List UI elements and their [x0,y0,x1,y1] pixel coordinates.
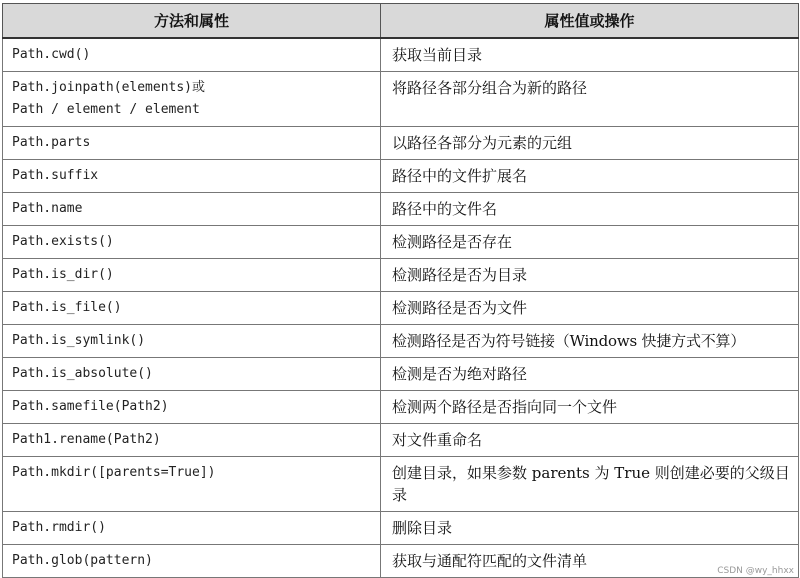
desc-cell: 路径中的文件扩展名 [381,160,799,193]
table-row [3,512,799,545]
desc-cell: 将路径各部分组合为新的路径 [381,72,799,127]
watermark: CSDN @wy_hhxx [717,566,794,576]
desc-cell: 以路径各部分为元素的元组 [381,127,799,160]
desc-cell: 检测路径是否存在 [381,226,799,259]
table-row [3,391,799,424]
desc-cell: 创建目录，如果参数 parents 为 True 则创建必要的父级目录 [381,457,799,512]
desc-cell: 检测路径是否为符号链接（Windows 快捷方式不算） [381,325,799,358]
table-row [3,457,799,512]
method-cell: Path.name [3,193,381,226]
table-row [3,38,799,72]
table-row [3,292,799,325]
method-cell: Path.is_symlink() [3,325,381,358]
header-row [3,4,799,39]
method-cell: Path.glob(pattern) [3,545,381,578]
desc-cell: 对文件重命名 [381,424,799,457]
table-row [3,72,799,127]
desc-cell: 删除目录 [381,512,799,545]
method-cell: Path.is_absolute() [3,358,381,391]
method-cell: Path.is_dir() [3,259,381,292]
method-cell: Path.rmdir() [3,512,381,545]
method-cell: Path1.rename(Path2) [3,424,381,457]
table-row [3,193,799,226]
desc-cell: 检测两个路径是否指向同一个文件 [381,391,799,424]
table-row [3,127,799,160]
desc-cell: 检测是否为绝对路径 [381,358,799,391]
method-cell: Path.cwd() [3,38,381,72]
path-methods-table [2,3,799,578]
method-cell: Path.samefile(Path2) [3,391,381,424]
desc-cell: 路径中的文件名 [381,193,799,226]
desc-cell: 获取当前目录 [381,38,799,72]
table-row [3,424,799,457]
header-methods: 方法和属性 [3,4,381,39]
method-cell: Path.exists() [3,226,381,259]
table-row [3,160,799,193]
desc-cell: 检测路径是否为文件 [381,292,799,325]
header-values: 属性值或操作 [381,4,799,39]
method-cell: Path.suffix [3,160,381,193]
method-cell: Path.is_file() [3,292,381,325]
method-cell: Path.mkdir([parents=True]) [3,457,381,512]
table-row [3,325,799,358]
desc-cell: 检测路径是否为目录 [381,259,799,292]
table-row [3,259,799,292]
desc-cell: 获取与通配符匹配的文件清单 [381,545,799,578]
table-row [3,226,799,259]
table-row [3,545,799,578]
method-cell: Path.parts [3,127,381,160]
method-cell: Path.joinpath(elements)或 Path / element / element [3,72,381,127]
table-row [3,358,799,391]
